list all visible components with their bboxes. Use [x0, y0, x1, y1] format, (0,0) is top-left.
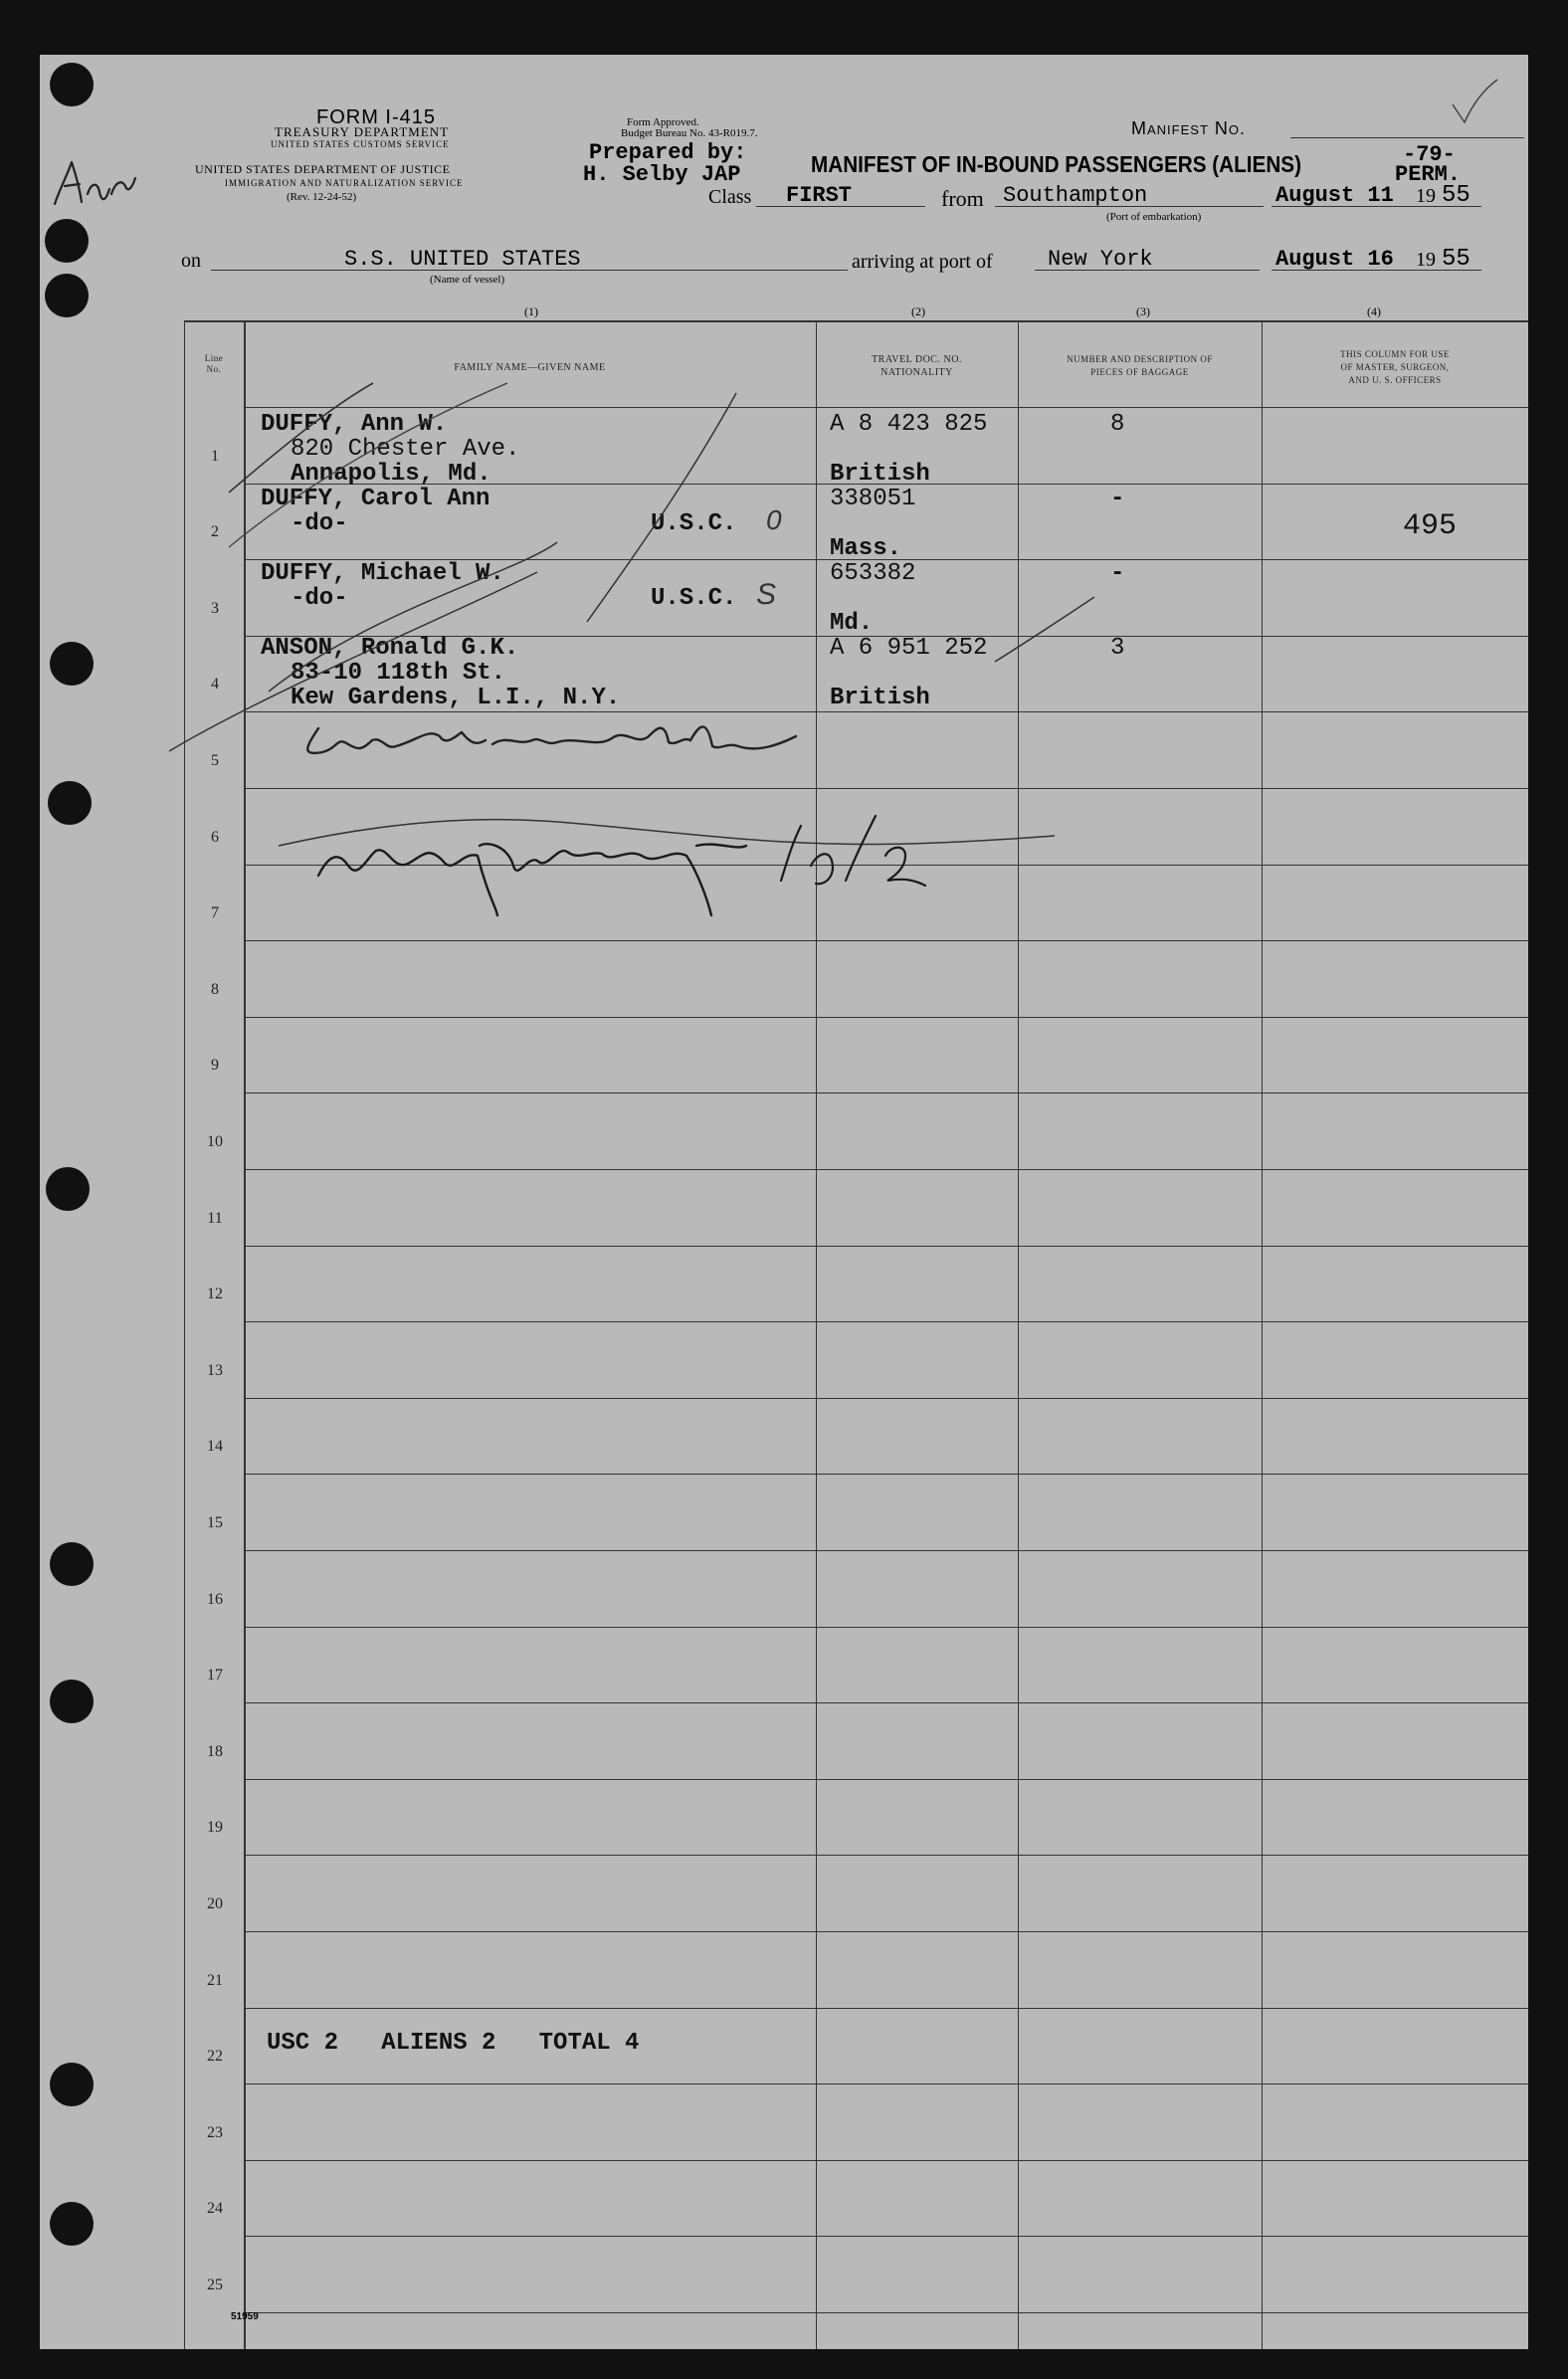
- line-number: 23: [207, 2124, 223, 2141]
- entry-address: Kew Gardens, L.I., N.Y.: [291, 685, 621, 711]
- row-line: [244, 2083, 1528, 2084]
- line-number: 24: [207, 2200, 223, 2217]
- row-line: [244, 1779, 1528, 1780]
- row-line: [244, 1855, 1528, 1856]
- entry-address: 820 Chester Ave.: [291, 436, 520, 463]
- ins-service: IMMIGRATION AND NATURALIZATION SERVICE: [225, 178, 464, 188]
- row-line: [244, 1931, 1528, 1932]
- punch-hole: [50, 1542, 94, 1586]
- port-caption: (Port of embarkation): [1106, 211, 1202, 223]
- year-prefix-2: 19: [1416, 249, 1436, 271]
- row-line: [244, 2312, 1528, 2313]
- line-number: 18: [207, 1743, 223, 1760]
- entry-address: -do-: [291, 510, 348, 537]
- manifest-number: -79-: [1403, 142, 1456, 167]
- vessel-name: S.S. UNITED STATES: [344, 247, 581, 272]
- pencil-check-marks: [40, 55, 1528, 811]
- row-line: [244, 1321, 1528, 1322]
- entry-baggage: 8: [1110, 411, 1125, 438]
- row-line: [244, 1092, 1528, 1093]
- manifest-sheet: [40, 55, 1528, 2349]
- signature-date: [781, 831, 784, 832]
- entry-address: Annapolis, Md.: [291, 461, 491, 488]
- line-number: 25: [207, 2277, 223, 2293]
- line-number: 10: [207, 1133, 223, 1150]
- entry-nationality: Mass.: [830, 535, 902, 562]
- class-value: FIRST: [786, 183, 853, 208]
- header-travel-doc-2: NATIONALITY: [881, 367, 953, 378]
- line-number: 13: [207, 1362, 223, 1379]
- arrival-port: New York: [1048, 247, 1153, 272]
- signature-scrawl: [219, 786, 1094, 925]
- approval-line-1: Form Approved.: [627, 116, 699, 128]
- entry-name: DUFFY, Ann W.: [261, 411, 448, 438]
- row-line: [244, 2236, 1528, 2237]
- year-prefix-1: 19: [1416, 185, 1436, 207]
- punch-hole: [46, 1167, 90, 1211]
- depart-date: August 11: [1275, 183, 1394, 208]
- from-label: from: [941, 186, 984, 211]
- dept-justice: UNITED STATES DEPARTMENT OF JUSTICE: [195, 162, 451, 176]
- entry-officer-number: 495: [1403, 509, 1458, 543]
- form-number: FORM I-415: [316, 106, 437, 128]
- prepared-by: H. Selby JAP: [583, 162, 741, 187]
- entry-address: 83-10 118th St.: [291, 660, 506, 687]
- row-line: [244, 1017, 1528, 1018]
- line-number: 14: [207, 1438, 223, 1455]
- line-number: 7: [211, 904, 219, 921]
- punch-hole: [50, 1680, 94, 1723]
- punch-hole: [50, 2202, 94, 2246]
- row-line: [244, 1474, 1528, 1475]
- row-line: [244, 940, 1528, 941]
- entry-usc: U.S.C.: [651, 510, 737, 537]
- class-label: Class: [708, 186, 752, 208]
- row-line: [244, 2008, 1528, 2009]
- depart-year: 55: [1442, 182, 1470, 209]
- entry-address: -do-: [291, 585, 348, 612]
- line-number: 20: [207, 1895, 223, 1912]
- col-number-4: (4): [1367, 304, 1381, 318]
- row-line: [244, 1169, 1528, 1170]
- summary-totals: USC 2 ALIENS 2 TOTAL 4: [267, 2030, 640, 2057]
- line-number: 15: [207, 1514, 223, 1531]
- approval-line-2: Budget Bureau No. 43-R019.7.: [621, 127, 758, 139]
- handwriting-line-5-text: [279, 706, 287, 707]
- row-line: [244, 1627, 1528, 1628]
- row-line: [244, 1702, 1528, 1703]
- entry-name: ANSON, Ronald G.K.: [261, 635, 519, 662]
- header-officers-3: AND U. S. OFFICERS: [1348, 375, 1442, 385]
- line-number: 5: [211, 752, 219, 769]
- line-number: 9: [211, 1057, 219, 1074]
- entry-nationality: Md.: [830, 610, 874, 637]
- line-number: 3: [211, 600, 219, 617]
- arrival-date: August 16: [1275, 247, 1394, 272]
- header-baggage-1: NUMBER AND DESCRIPTION OF: [1067, 354, 1213, 364]
- entry-doc: 338051: [830, 486, 916, 512]
- line-number: 11: [207, 1210, 223, 1227]
- perm-label: PERM.: [1395, 162, 1462, 187]
- line-number: 21: [207, 1972, 223, 1989]
- line-number: 22: [207, 2048, 223, 2065]
- col-number-1: (1): [524, 304, 538, 318]
- col-number-3: (3): [1136, 304, 1150, 318]
- arriving-label: arriving at port of: [852, 251, 993, 273]
- line-number: 19: [207, 1819, 223, 1836]
- line-number: 6: [211, 829, 219, 846]
- entry-doc: A 8 423 825: [830, 411, 988, 438]
- col-number-2: (2): [911, 304, 925, 318]
- entry-usc-mark: 0: [766, 504, 782, 535]
- line-number: 17: [207, 1667, 223, 1684]
- header-line-no-2: No.: [206, 364, 222, 374]
- entry-nationality: British: [830, 685, 930, 711]
- entry-doc: A 6 951 252: [830, 635, 988, 662]
- row-line: [244, 1550, 1528, 1551]
- entry-usc: U.S.C.: [651, 585, 737, 612]
- entry-name: DUFFY, Carol Ann: [261, 486, 490, 512]
- punch-hole: [50, 2063, 94, 2106]
- from-value: Southampton: [1003, 183, 1148, 208]
- corner-check-icon: [1443, 75, 1502, 134]
- line-number: 12: [207, 1286, 223, 1302]
- footer-code: 51959: [231, 2311, 259, 2322]
- dept-treasury: TREASURY DEPARTMENT: [275, 124, 450, 139]
- vessel-caption: (Name of vessel): [430, 274, 505, 286]
- entry-usc-mark: S: [756, 578, 777, 611]
- entry-baggage: -: [1110, 560, 1125, 587]
- row-line: [244, 1246, 1528, 1247]
- entry-doc: 653382: [830, 560, 916, 587]
- line-number: 1: [211, 448, 219, 465]
- entry-name: DUFFY, Michael W.: [261, 560, 504, 587]
- entry-nationality: British: [830, 461, 930, 488]
- line-number: 2: [211, 523, 219, 540]
- header-line-no-1: Line: [204, 353, 224, 363]
- manifest-no-label: Manifest No.: [1131, 118, 1247, 138]
- header-officers-2: OF MASTER, SURGEON,: [1340, 362, 1450, 372]
- manifest-title: MANIFEST OF IN-BOUND PASSENGERS (ALIENS): [811, 151, 1301, 177]
- on-label: on: [181, 250, 201, 272]
- customs-service: UNITED STATES CUSTOMS SERVICE: [271, 139, 450, 149]
- header-travel-doc-1: TRAVEL DOC. NO.: [872, 354, 962, 365]
- header-baggage-2: PIECES OF BAGGAGE: [1090, 367, 1189, 377]
- arrival-year: 55: [1442, 246, 1470, 273]
- handwriting-line-5: [279, 706, 975, 776]
- row-line: [244, 1398, 1528, 1399]
- prepared-by-label: Prepared by:: [589, 140, 747, 165]
- header-officers-1: THIS COLUMN FOR USE: [1340, 349, 1450, 359]
- revision: (Rev. 12-24-52): [287, 191, 357, 203]
- entry-baggage: 3: [1110, 635, 1125, 662]
- entry-baggage: -: [1110, 486, 1125, 512]
- row-line: [244, 2160, 1528, 2161]
- header-name: FAMILY NAME—GIVEN NAME: [454, 362, 606, 373]
- line-number: 16: [207, 1591, 223, 1608]
- line-number: 4: [211, 676, 219, 693]
- line-number: 8: [211, 981, 219, 998]
